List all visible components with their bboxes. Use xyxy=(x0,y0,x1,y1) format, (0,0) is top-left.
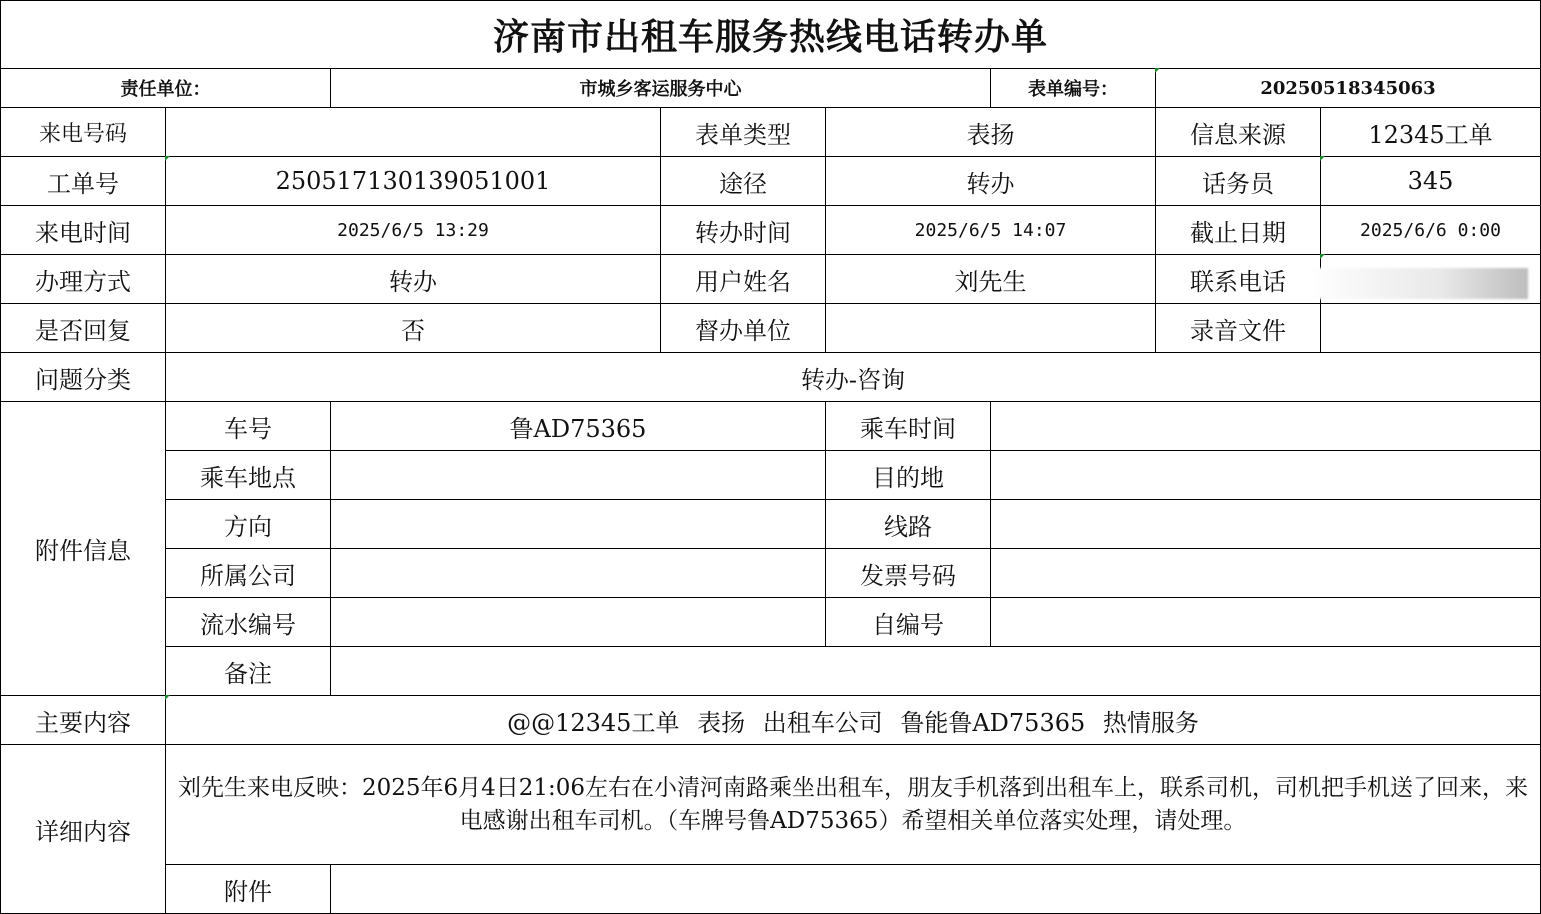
operator-label: 话务员 xyxy=(1155,156,1321,206)
cell-marker-icon xyxy=(165,156,170,161)
cell-marker-icon xyxy=(1320,254,1325,259)
ride-place-label: 乘车地点 xyxy=(165,450,331,500)
remark-value xyxy=(330,646,1541,696)
info-source-value: 12345工单 xyxy=(1320,107,1541,157)
caller-number-label: 来电号码 xyxy=(0,107,166,157)
responsible-unit-value: 市城乡客运服务中心 xyxy=(330,68,991,108)
ticket-no-label: 工单号 xyxy=(0,156,166,206)
handling-value: 转办 xyxy=(165,254,661,304)
info-source-label: 信息来源 xyxy=(1155,107,1321,157)
main-content-value: @@12345工单 表扬 出租车公司 鲁能鲁AD75365 热情服务 xyxy=(165,695,1541,745)
attachment-info-label: 附件信息 xyxy=(0,401,166,696)
form-number-value: 20250518345063 xyxy=(1155,68,1541,108)
route-label: 线路 xyxy=(825,499,991,549)
car-no-value: 鲁AD75365 xyxy=(330,401,826,451)
detail-content-label: 详细内容 xyxy=(0,744,166,914)
category-value: 转办-咨询 xyxy=(165,352,1541,402)
handling-label: 办理方式 xyxy=(0,254,166,304)
reply-label: 是否回复 xyxy=(0,303,166,353)
destination-value xyxy=(990,450,1541,500)
remark-label: 备注 xyxy=(165,646,331,696)
call-time-value: 2025/6/5 13:29 xyxy=(165,205,661,255)
direction-value xyxy=(330,499,826,549)
supervise-label: 督办单位 xyxy=(660,303,826,353)
transfer-time-value: 2025/6/5 14:07 xyxy=(825,205,1156,255)
category-label: 问题分类 xyxy=(0,352,166,402)
attachment-label: 附件 xyxy=(165,864,331,914)
detail-content-value: 刘先生来电反映：2025年6月4日21:06左右在小清河南路乘坐出租车，朋友手机落到出租车上，联系司机，司机把手机送了回来，来电感谢出租车司机。（车牌号鲁AD75365）希望相关单位落实处理，请处理。 xyxy=(165,744,1541,865)
destination-label: 目的地 xyxy=(825,450,991,500)
reply-value: 否 xyxy=(165,303,661,353)
supervise-value xyxy=(825,303,1156,353)
deadline-label: 截止日期 xyxy=(1155,205,1321,255)
user-name-label: 用户姓名 xyxy=(660,254,826,304)
form-title: 济南市出租车服务热线电话转办单 xyxy=(0,0,1541,69)
recording-label: 录音文件 xyxy=(1155,303,1321,353)
ride-time-label: 乘车时间 xyxy=(825,401,991,451)
cell-marker-icon xyxy=(165,695,170,700)
car-no-label: 车号 xyxy=(165,401,331,451)
invoice-label: 发票号码 xyxy=(825,548,991,598)
caller-number-value xyxy=(165,107,661,157)
ride-time-value xyxy=(990,401,1541,451)
company-label: 所属公司 xyxy=(165,548,331,598)
phone-label: 联系电话 xyxy=(1155,254,1321,304)
call-time-label: 来电时间 xyxy=(0,205,166,255)
responsible-unit-label: 责任单位： xyxy=(0,68,331,108)
self-no-value xyxy=(990,597,1541,647)
transfer-time-label: 转办时间 xyxy=(660,205,826,255)
cell-marker-icon xyxy=(1320,156,1325,161)
deadline-value: 2025/6/6 0:00 xyxy=(1320,205,1541,255)
operator-value: 345 xyxy=(1320,156,1541,206)
form-type-label: 表单类型 xyxy=(660,107,826,157)
attachment-value xyxy=(330,864,1541,914)
serial-label: 流水编号 xyxy=(165,597,331,647)
user-name-value: 刘先生 xyxy=(825,254,1156,304)
form-type-value: 表扬 xyxy=(825,107,1156,157)
main-content-label: 主要内容 xyxy=(0,695,166,745)
form-number-label: 表单编号： xyxy=(990,68,1156,108)
channel-label: 途径 xyxy=(660,156,826,206)
cell-marker-icon xyxy=(1155,68,1160,73)
redacted-phone-blur xyxy=(1309,268,1528,299)
direction-label: 方向 xyxy=(165,499,331,549)
channel-value: 转办 xyxy=(825,156,1156,206)
company-value xyxy=(330,548,826,598)
recording-value xyxy=(1320,303,1541,353)
self-no-label: 自编号 xyxy=(825,597,991,647)
invoice-value xyxy=(990,548,1541,598)
ticket-no-value: 250517130139051001 xyxy=(165,156,661,206)
serial-value xyxy=(330,597,826,647)
ride-place-value xyxy=(330,450,826,500)
route-value xyxy=(990,499,1541,549)
